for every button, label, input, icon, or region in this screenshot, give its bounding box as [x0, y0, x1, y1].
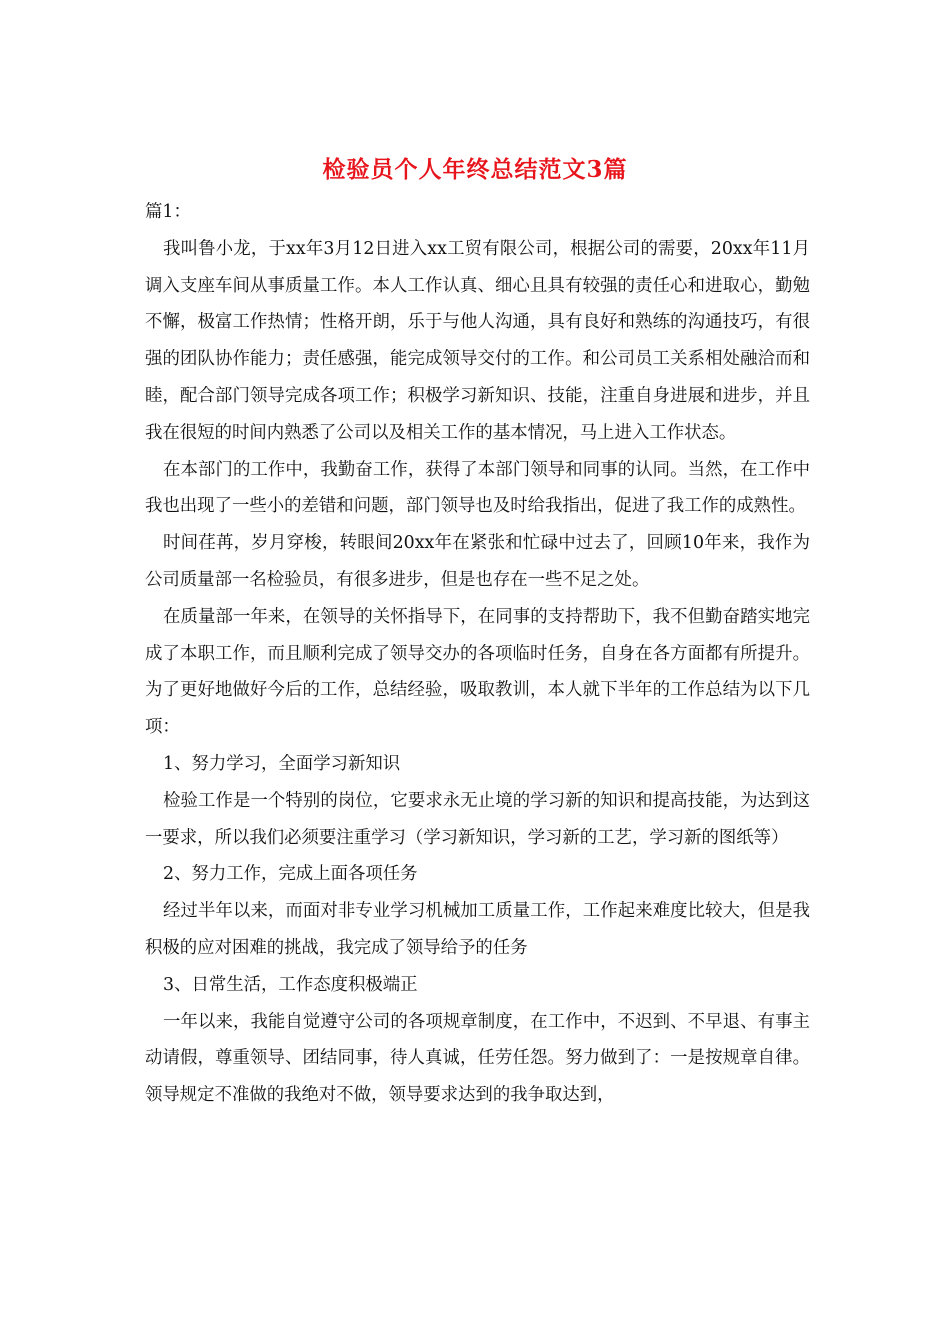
section-label: 篇1： [145, 202, 191, 222]
paragraph-review: 时间荏苒，岁月穿梭，转眼间20xx年在紧张和忙碌中过去了，回顾10年来，我作为公司质量部一名检验员，有很多进步，但是也存在一些不足之处。 [145, 533, 810, 590]
paragraph-study: 检验工作是一个特别的岗位，它要求永无止境的学习新的知识和提高技能，为达到这一要求，所以我们必须要注重学习（学习新知识，学习新的工艺，学习新的图纸等） [145, 790, 810, 848]
item-heading-2: 2、努力工作，完成上面各项任务 [163, 864, 418, 885]
item-heading-3: 3、日常生活，工作态度积极端正 [163, 974, 418, 995]
paragraph-intro: 我叫鲁小龙，于xx年3月12日进入xx工贸有限公司，根据公司的需要，20xx年11月调入支座车间从事质量工作。本人工作认真、细心且具有较强的责任心和进取心，勤勉不懈，极富工作热情；性格开朗，乐于与他人沟通，具有良好和熟练的沟通技巧，有很强的团队协作能力；责任感强，能完成领导交付的工作。和公司员工关系相处融洽而和睦，配合部门领导完成各项工作；积极学习新知识、技能，注重自身进展和进步，并且我在很短的时间内熟悉了公司以及相关工作的基本情况，马上进入工作状态。 [145, 238, 810, 443]
paragraph-work: 经过半年以来，而面对非专业学习机械加工质量工作，工作起来难度比较大，但是我积极的应对困难的挑战，我完成了领导给予的任务 [145, 901, 810, 958]
paragraph-department: 在本部门的工作中，我勤奋工作，获得了本部门领导和同事的认同。当然，在工作中我也出现了一些小的差错和问题，部门领导也及时给我指出，促进了我工作的成熟性。 [145, 459, 810, 517]
paragraph-attitude: 一年以来，我能自觉遵守公司的各项规章制度，在工作中，不迟到、不早退、有事主动请假，尊重领导、团结同事，待人真诚，任劳任怨。努力做到了：一是按规章自律。领导规定不准做的我绝对不做，领导要求达到的我争取达到， [145, 1011, 810, 1106]
item-heading-1: 1、努力学习，全面学习新知识 [163, 753, 401, 774]
document-title: 检验员个人年终总结范文3篇 [322, 156, 628, 183]
paragraph-summary-intro: 在质量部一年来，在领导的关怀指导下，在同事的支持帮助下，我不但勤奋踏实地完成了本职工作，而且顺利完成了领导交办的各项临时任务，自身在各方面都有所提升。为了更好地做好今后的工作，总结经验，吸取教训，本人就下半年的工作总结为以下几项： [145, 606, 810, 738]
document-body [145, 194, 810, 1114]
